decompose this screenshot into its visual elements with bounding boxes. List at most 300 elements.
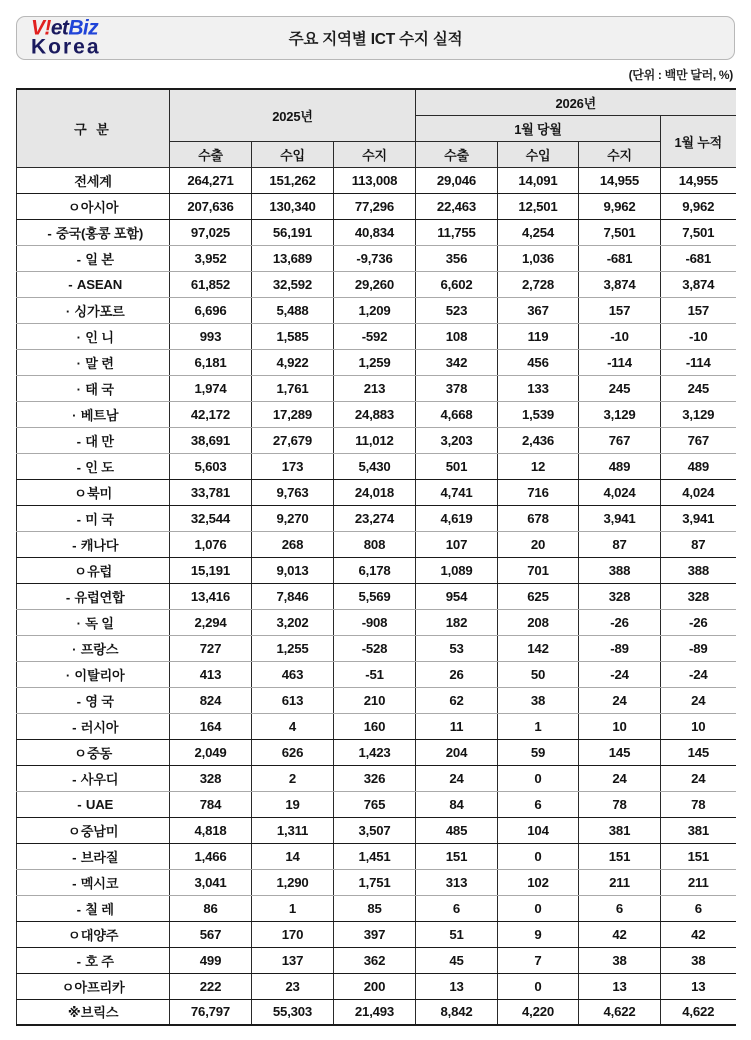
row-value-cell: 13 — [579, 973, 661, 999]
row-value-cell: 7,501 — [661, 219, 736, 245]
row-value-cell: 13 — [416, 973, 498, 999]
row-value-cell: 14,955 — [661, 167, 736, 193]
header-row-year — [17, 89, 736, 115]
row-value-cell: 87 — [579, 531, 661, 557]
table-row — [17, 687, 736, 713]
table-row — [17, 401, 736, 427]
table-row — [17, 323, 736, 349]
row-label-text: 아시아 — [80, 199, 119, 215]
row-value-cell: 765 — [334, 791, 416, 817]
row-value-cell: 13 — [661, 973, 736, 999]
row-value-cell: 59 — [498, 739, 579, 765]
row-label — [17, 843, 170, 869]
row-value-cell: 4,220 — [498, 999, 579, 1025]
table-body — [17, 167, 736, 1025]
row-value-cell: 51 — [416, 921, 498, 947]
row-value-cell: 9,962 — [661, 193, 736, 219]
row-value-cell: 3,941 — [661, 505, 736, 531]
row-value-cell: 23,274 — [334, 505, 416, 531]
row-value-cell: -10 — [579, 323, 661, 349]
row-value-cell: 170 — [252, 921, 334, 947]
row-value-cell: 4,922 — [252, 349, 334, 375]
row-value-cell: 14 — [252, 843, 334, 869]
row-label — [17, 271, 170, 297]
row-label-text: 말 련 — [85, 355, 114, 371]
row-label-text: 대 만 — [85, 433, 114, 449]
row-value-cell: 1,761 — [252, 375, 334, 401]
row-value-cell: 11,012 — [334, 427, 416, 453]
row-value-cell: 113,008 — [334, 167, 416, 193]
header-cell-2026-import: 수입 — [498, 141, 579, 167]
row-value-cell: 1,259 — [334, 349, 416, 375]
header-cell-2026-export: 수출 — [416, 141, 498, 167]
row-value-cell: 24 — [579, 687, 661, 713]
row-marker-icon: · — [65, 667, 71, 683]
row-marker-icon: · — [72, 407, 77, 423]
table-row — [17, 349, 736, 375]
row-value-cell: 1,311 — [252, 817, 334, 843]
logo-letters-biz: Biz — [68, 16, 99, 40]
row-value-cell: 24 — [579, 765, 661, 791]
row-label-text: UAE — [85, 796, 114, 812]
table-row — [17, 375, 736, 401]
row-label-text: 싱가포르 — [74, 303, 125, 319]
row-label — [17, 999, 170, 1025]
row-label — [17, 583, 170, 609]
row-value-cell: 3,203 — [416, 427, 498, 453]
row-value-cell: 1 — [498, 713, 579, 739]
row-marker-icon: - — [72, 719, 77, 735]
row-marker-icon: - — [72, 771, 77, 787]
row-value-cell: 4,619 — [416, 505, 498, 531]
row-value-cell: -51 — [334, 661, 416, 687]
table-row — [17, 765, 736, 791]
row-value-cell: 24 — [661, 765, 736, 791]
row-value-cell: 356 — [416, 245, 498, 271]
row-value-cell: 55,303 — [252, 999, 334, 1025]
row-label-text: 대양주 — [80, 927, 119, 943]
row-label-text: 영 국 — [85, 693, 114, 709]
row-value-cell: 10 — [579, 713, 661, 739]
row-value-cell: 313 — [416, 869, 498, 895]
row-value-cell: 151,262 — [252, 167, 334, 193]
row-value-cell: 0 — [498, 973, 579, 999]
row-value-cell: 3,202 — [252, 609, 334, 635]
table-row — [17, 895, 736, 921]
row-value-cell: 4,254 — [498, 219, 579, 245]
row-value-cell: 151 — [416, 843, 498, 869]
row-value-cell: 7,846 — [252, 583, 334, 609]
row-value-cell: 85 — [334, 895, 416, 921]
row-value-cell: 211 — [661, 869, 736, 895]
row-label — [17, 479, 170, 505]
row-value-cell: 3,952 — [170, 245, 252, 271]
row-value-cell: 264,271 — [170, 167, 252, 193]
row-value-cell: 808 — [334, 531, 416, 557]
row-value-cell: 489 — [661, 453, 736, 479]
row-value-cell: 210 — [334, 687, 416, 713]
row-label-text: 멕시코 — [80, 875, 119, 891]
table-row — [17, 167, 736, 193]
row-marker-icon: - — [65, 589, 71, 605]
row-value-cell: 6 — [416, 895, 498, 921]
row-label — [17, 713, 170, 739]
row-label-text: 중남미 — [80, 823, 119, 839]
row-value-cell: 207,636 — [170, 193, 252, 219]
row-value-cell: -681 — [661, 245, 736, 271]
row-value-cell: 485 — [416, 817, 498, 843]
row-value-cell: 23 — [252, 973, 334, 999]
row-value-cell: 15,191 — [170, 557, 252, 583]
row-value-cell: 499 — [170, 947, 252, 973]
row-value-cell: 26 — [416, 661, 498, 687]
row-value-cell: 11,755 — [416, 219, 498, 245]
row-value-cell: -89 — [661, 635, 736, 661]
row-label-text: 프랑스 — [80, 641, 119, 657]
table-row — [17, 583, 736, 609]
row-value-cell: 6 — [579, 895, 661, 921]
row-label — [17, 349, 170, 375]
row-value-cell: 4 — [252, 713, 334, 739]
row-value-cell: 45 — [416, 947, 498, 973]
row-value-cell: 1,974 — [170, 375, 252, 401]
table-row — [17, 661, 736, 687]
row-marker-icon: · — [72, 641, 77, 657]
row-value-cell: -9,736 — [334, 245, 416, 271]
table-row — [17, 219, 736, 245]
table-row — [17, 739, 736, 765]
logo-line-korea: Korea — [31, 36, 101, 59]
row-label — [17, 765, 170, 791]
row-value-cell: 5,569 — [334, 583, 416, 609]
row-value-cell: 2,436 — [498, 427, 579, 453]
row-value-cell: 567 — [170, 921, 252, 947]
row-value-cell: 7 — [498, 947, 579, 973]
row-value-cell: 157 — [579, 297, 661, 323]
row-value-cell: 3,507 — [334, 817, 416, 843]
row-value-cell: 24 — [416, 765, 498, 791]
row-value-cell: -24 — [579, 661, 661, 687]
table-head — [17, 89, 736, 167]
row-label — [17, 661, 170, 687]
row-value-cell: 42 — [579, 921, 661, 947]
row-label — [17, 297, 170, 323]
row-value-cell: 6,181 — [170, 349, 252, 375]
row-label-text: 인 도 — [85, 459, 114, 475]
row-label — [17, 193, 170, 219]
row-value-cell: 328 — [661, 583, 736, 609]
row-value-cell: 12,501 — [498, 193, 579, 219]
unit-note: (단위 : 백만 달러, %) — [628, 68, 733, 82]
row-marker-icon: ㅇ — [61, 979, 75, 995]
row-value-cell: 4,741 — [416, 479, 498, 505]
row-value-cell: 3,874 — [661, 271, 736, 297]
row-value-cell: -592 — [334, 323, 416, 349]
row-value-cell: 5,488 — [252, 297, 334, 323]
row-value-cell: 14,955 — [579, 167, 661, 193]
table-row — [17, 843, 736, 869]
row-label — [17, 921, 170, 947]
row-value-cell: 38 — [661, 947, 736, 973]
row-value-cell: 62 — [416, 687, 498, 713]
row-value-cell: 97,025 — [170, 219, 252, 245]
row-value-cell: 1,036 — [498, 245, 579, 271]
row-label-text: 사우디 — [80, 771, 119, 787]
row-value-cell: 378 — [416, 375, 498, 401]
row-value-cell: 102 — [498, 869, 579, 895]
row-value-cell: 625 — [498, 583, 579, 609]
row-value-cell: 388 — [661, 557, 736, 583]
row-value-cell: 142 — [498, 635, 579, 661]
row-marker-icon: ※ — [67, 1005, 81, 1021]
row-label — [17, 973, 170, 999]
row-value-cell: 222 — [170, 973, 252, 999]
table-row — [17, 453, 736, 479]
table-row — [17, 297, 736, 323]
row-marker-icon: - — [72, 875, 77, 891]
row-value-cell: 413 — [170, 661, 252, 687]
table-row — [17, 869, 736, 895]
row-label-text: 캐나다 — [80, 537, 119, 553]
row-value-cell: 1,255 — [252, 635, 334, 661]
row-marker-icon: - — [68, 276, 73, 292]
table-row — [17, 427, 736, 453]
row-value-cell: 1,539 — [498, 401, 579, 427]
row-label-text: 베트남 — [80, 407, 119, 423]
row-value-cell: 76,797 — [170, 999, 252, 1025]
row-label-text: 유럽연합 — [74, 589, 125, 605]
table-row — [17, 245, 736, 271]
table-row — [17, 531, 736, 557]
row-value-cell: 6,602 — [416, 271, 498, 297]
row-value-cell: -114 — [579, 349, 661, 375]
row-value-cell: 245 — [661, 375, 736, 401]
row-value-cell: 108 — [416, 323, 498, 349]
row-value-cell: 1 — [252, 895, 334, 921]
row-label — [17, 687, 170, 713]
row-marker-icon: · — [76, 615, 81, 631]
row-value-cell: 362 — [334, 947, 416, 973]
table-row — [17, 193, 736, 219]
row-label — [17, 947, 170, 973]
row-label-text: 러시아 — [80, 719, 119, 735]
row-value-cell: 2,294 — [170, 609, 252, 635]
row-label-text: 중국(홍콩 포함) — [55, 225, 144, 241]
row-value-cell: 5,603 — [170, 453, 252, 479]
row-value-cell: 77,296 — [334, 193, 416, 219]
row-label — [17, 635, 170, 661]
row-value-cell: 1,423 — [334, 739, 416, 765]
row-value-cell: 19 — [252, 791, 334, 817]
row-value-cell: 463 — [252, 661, 334, 687]
table-row — [17, 635, 736, 661]
row-value-cell: 678 — [498, 505, 579, 531]
row-value-cell: 3,129 — [579, 401, 661, 427]
row-label-text: 미 국 — [85, 511, 114, 527]
header-cell-year-2026: 2026년 — [416, 89, 736, 115]
row-value-cell: 0 — [498, 843, 579, 869]
row-value-cell: 9,962 — [579, 193, 661, 219]
row-value-cell: 208 — [498, 609, 579, 635]
row-value-cell: 328 — [579, 583, 661, 609]
row-value-cell: 56,191 — [252, 219, 334, 245]
row-value-cell: 6,178 — [334, 557, 416, 583]
row-value-cell: 38,691 — [170, 427, 252, 453]
table-row — [17, 713, 736, 739]
row-value-cell: 3,129 — [661, 401, 736, 427]
row-value-cell: -528 — [334, 635, 416, 661]
row-value-cell: 78 — [661, 791, 736, 817]
row-label — [17, 427, 170, 453]
row-value-cell: -10 — [661, 323, 736, 349]
row-label-text: 칠 레 — [85, 901, 114, 917]
row-value-cell: 13,689 — [252, 245, 334, 271]
row-value-cell: -24 — [661, 661, 736, 687]
row-value-cell: 1,451 — [334, 843, 416, 869]
row-marker-icon: ㅇ — [67, 927, 81, 943]
row-value-cell: 22,463 — [416, 193, 498, 219]
row-value-cell: 182 — [416, 609, 498, 635]
row-value-cell: 2,049 — [170, 739, 252, 765]
row-value-cell: 157 — [661, 297, 736, 323]
header-bar — [16, 16, 735, 60]
row-value-cell: 104 — [498, 817, 579, 843]
row-value-cell: 381 — [661, 817, 736, 843]
row-value-cell: 6 — [498, 791, 579, 817]
header-cell-month-current: 1월 당월 — [416, 115, 661, 141]
row-value-cell: 213 — [334, 375, 416, 401]
row-marker-icon: ㅇ — [74, 485, 87, 501]
row-marker-icon: - — [76, 459, 81, 475]
table-row — [17, 557, 736, 583]
table-row — [17, 505, 736, 531]
logo-letters-et: et — [50, 16, 69, 40]
row-marker-icon: - — [76, 901, 81, 917]
row-label-text: 브라질 — [80, 849, 119, 865]
row-label — [17, 375, 170, 401]
row-value-cell: 9,270 — [252, 505, 334, 531]
row-value-cell: 1,076 — [170, 531, 252, 557]
row-marker-icon: · — [76, 329, 81, 345]
row-value-cell: 397 — [334, 921, 416, 947]
row-label — [17, 219, 170, 245]
row-value-cell: 1,585 — [252, 323, 334, 349]
row-value-cell: 84 — [416, 791, 498, 817]
row-value-cell: 342 — [416, 349, 498, 375]
row-value-cell: 767 — [661, 427, 736, 453]
row-value-cell: 40,834 — [334, 219, 416, 245]
row-value-cell: 716 — [498, 479, 579, 505]
row-value-cell: 388 — [579, 557, 661, 583]
table-row — [17, 921, 736, 947]
row-value-cell: -89 — [579, 635, 661, 661]
row-value-cell: 4,668 — [416, 401, 498, 427]
row-marker-icon: - — [76, 433, 81, 449]
row-value-cell: 328 — [170, 765, 252, 791]
row-value-cell: 784 — [170, 791, 252, 817]
row-value-cell: 151 — [661, 843, 736, 869]
row-value-cell: 1,751 — [334, 869, 416, 895]
row-label — [17, 453, 170, 479]
row-label — [17, 557, 170, 583]
row-marker-icon: ㅇ — [74, 745, 87, 761]
row-value-cell: 133 — [498, 375, 579, 401]
row-value-cell: 954 — [416, 583, 498, 609]
row-label-text: 북미 — [86, 485, 113, 501]
vietbiz-korea-logo — [31, 16, 101, 59]
row-label-text: 중동 — [86, 745, 113, 761]
row-label — [17, 869, 170, 895]
row-label-text: 아프리카 — [74, 979, 125, 995]
header-cell-2025-export: 수출 — [170, 141, 252, 167]
row-value-cell: 211 — [579, 869, 661, 895]
row-value-cell: 107 — [416, 531, 498, 557]
header-cell-2026-balance: 수지 — [579, 141, 661, 167]
row-label — [17, 167, 170, 193]
row-value-cell: 50 — [498, 661, 579, 687]
row-value-cell: 6 — [661, 895, 736, 921]
page-title: 주요 지역별 ICT 수지 실적 — [288, 31, 463, 48]
header-cell-year-2025: 2025년 — [170, 89, 416, 141]
row-label-text: 일 본 — [85, 251, 114, 267]
header-cell-2025-import: 수입 — [252, 141, 334, 167]
page-root — [0, 16, 751, 1040]
row-value-cell: 160 — [334, 713, 416, 739]
row-value-cell: 42 — [661, 921, 736, 947]
row-value-cell: 24 — [661, 687, 736, 713]
row-marker-icon: - — [72, 537, 77, 553]
row-value-cell: 0 — [498, 765, 579, 791]
row-label — [17, 817, 170, 843]
row-label — [17, 791, 170, 817]
row-value-cell: -26 — [579, 609, 661, 635]
row-label — [17, 739, 170, 765]
row-value-cell: 61,852 — [170, 271, 252, 297]
table-row — [17, 817, 736, 843]
row-marker-icon: ㅇ — [67, 199, 81, 215]
row-label — [17, 895, 170, 921]
row-label-text: 독 일 — [85, 615, 114, 631]
row-label-text: ASEAN — [76, 276, 123, 292]
table-row — [17, 947, 736, 973]
row-value-cell: 7,501 — [579, 219, 661, 245]
row-value-cell: 701 — [498, 557, 579, 583]
row-value-cell: 24,883 — [334, 401, 416, 427]
row-value-cell: 381 — [579, 817, 661, 843]
table-row — [17, 973, 736, 999]
row-value-cell: 3,041 — [170, 869, 252, 895]
row-marker-icon: · — [76, 381, 81, 397]
row-value-cell: 5,430 — [334, 453, 416, 479]
row-value-cell: 42,172 — [170, 401, 252, 427]
logo-exclamation-icon: ! — [44, 16, 51, 40]
row-value-cell: 78 — [579, 791, 661, 817]
row-value-cell: -908 — [334, 609, 416, 635]
header-cell-category: 구 분 — [17, 89, 170, 167]
row-marker-icon: - — [76, 693, 81, 709]
row-value-cell: 130,340 — [252, 193, 334, 219]
row-value-cell: 145 — [661, 739, 736, 765]
row-value-cell: 6,696 — [170, 297, 252, 323]
row-value-cell: 53 — [416, 635, 498, 661]
row-value-cell: 14,091 — [498, 167, 579, 193]
row-value-cell: 523 — [416, 297, 498, 323]
row-label — [17, 505, 170, 531]
row-value-cell: 9 — [498, 921, 579, 947]
row-value-cell: 8,842 — [416, 999, 498, 1025]
row-value-cell: 38 — [498, 687, 579, 713]
row-value-cell: -114 — [661, 349, 736, 375]
